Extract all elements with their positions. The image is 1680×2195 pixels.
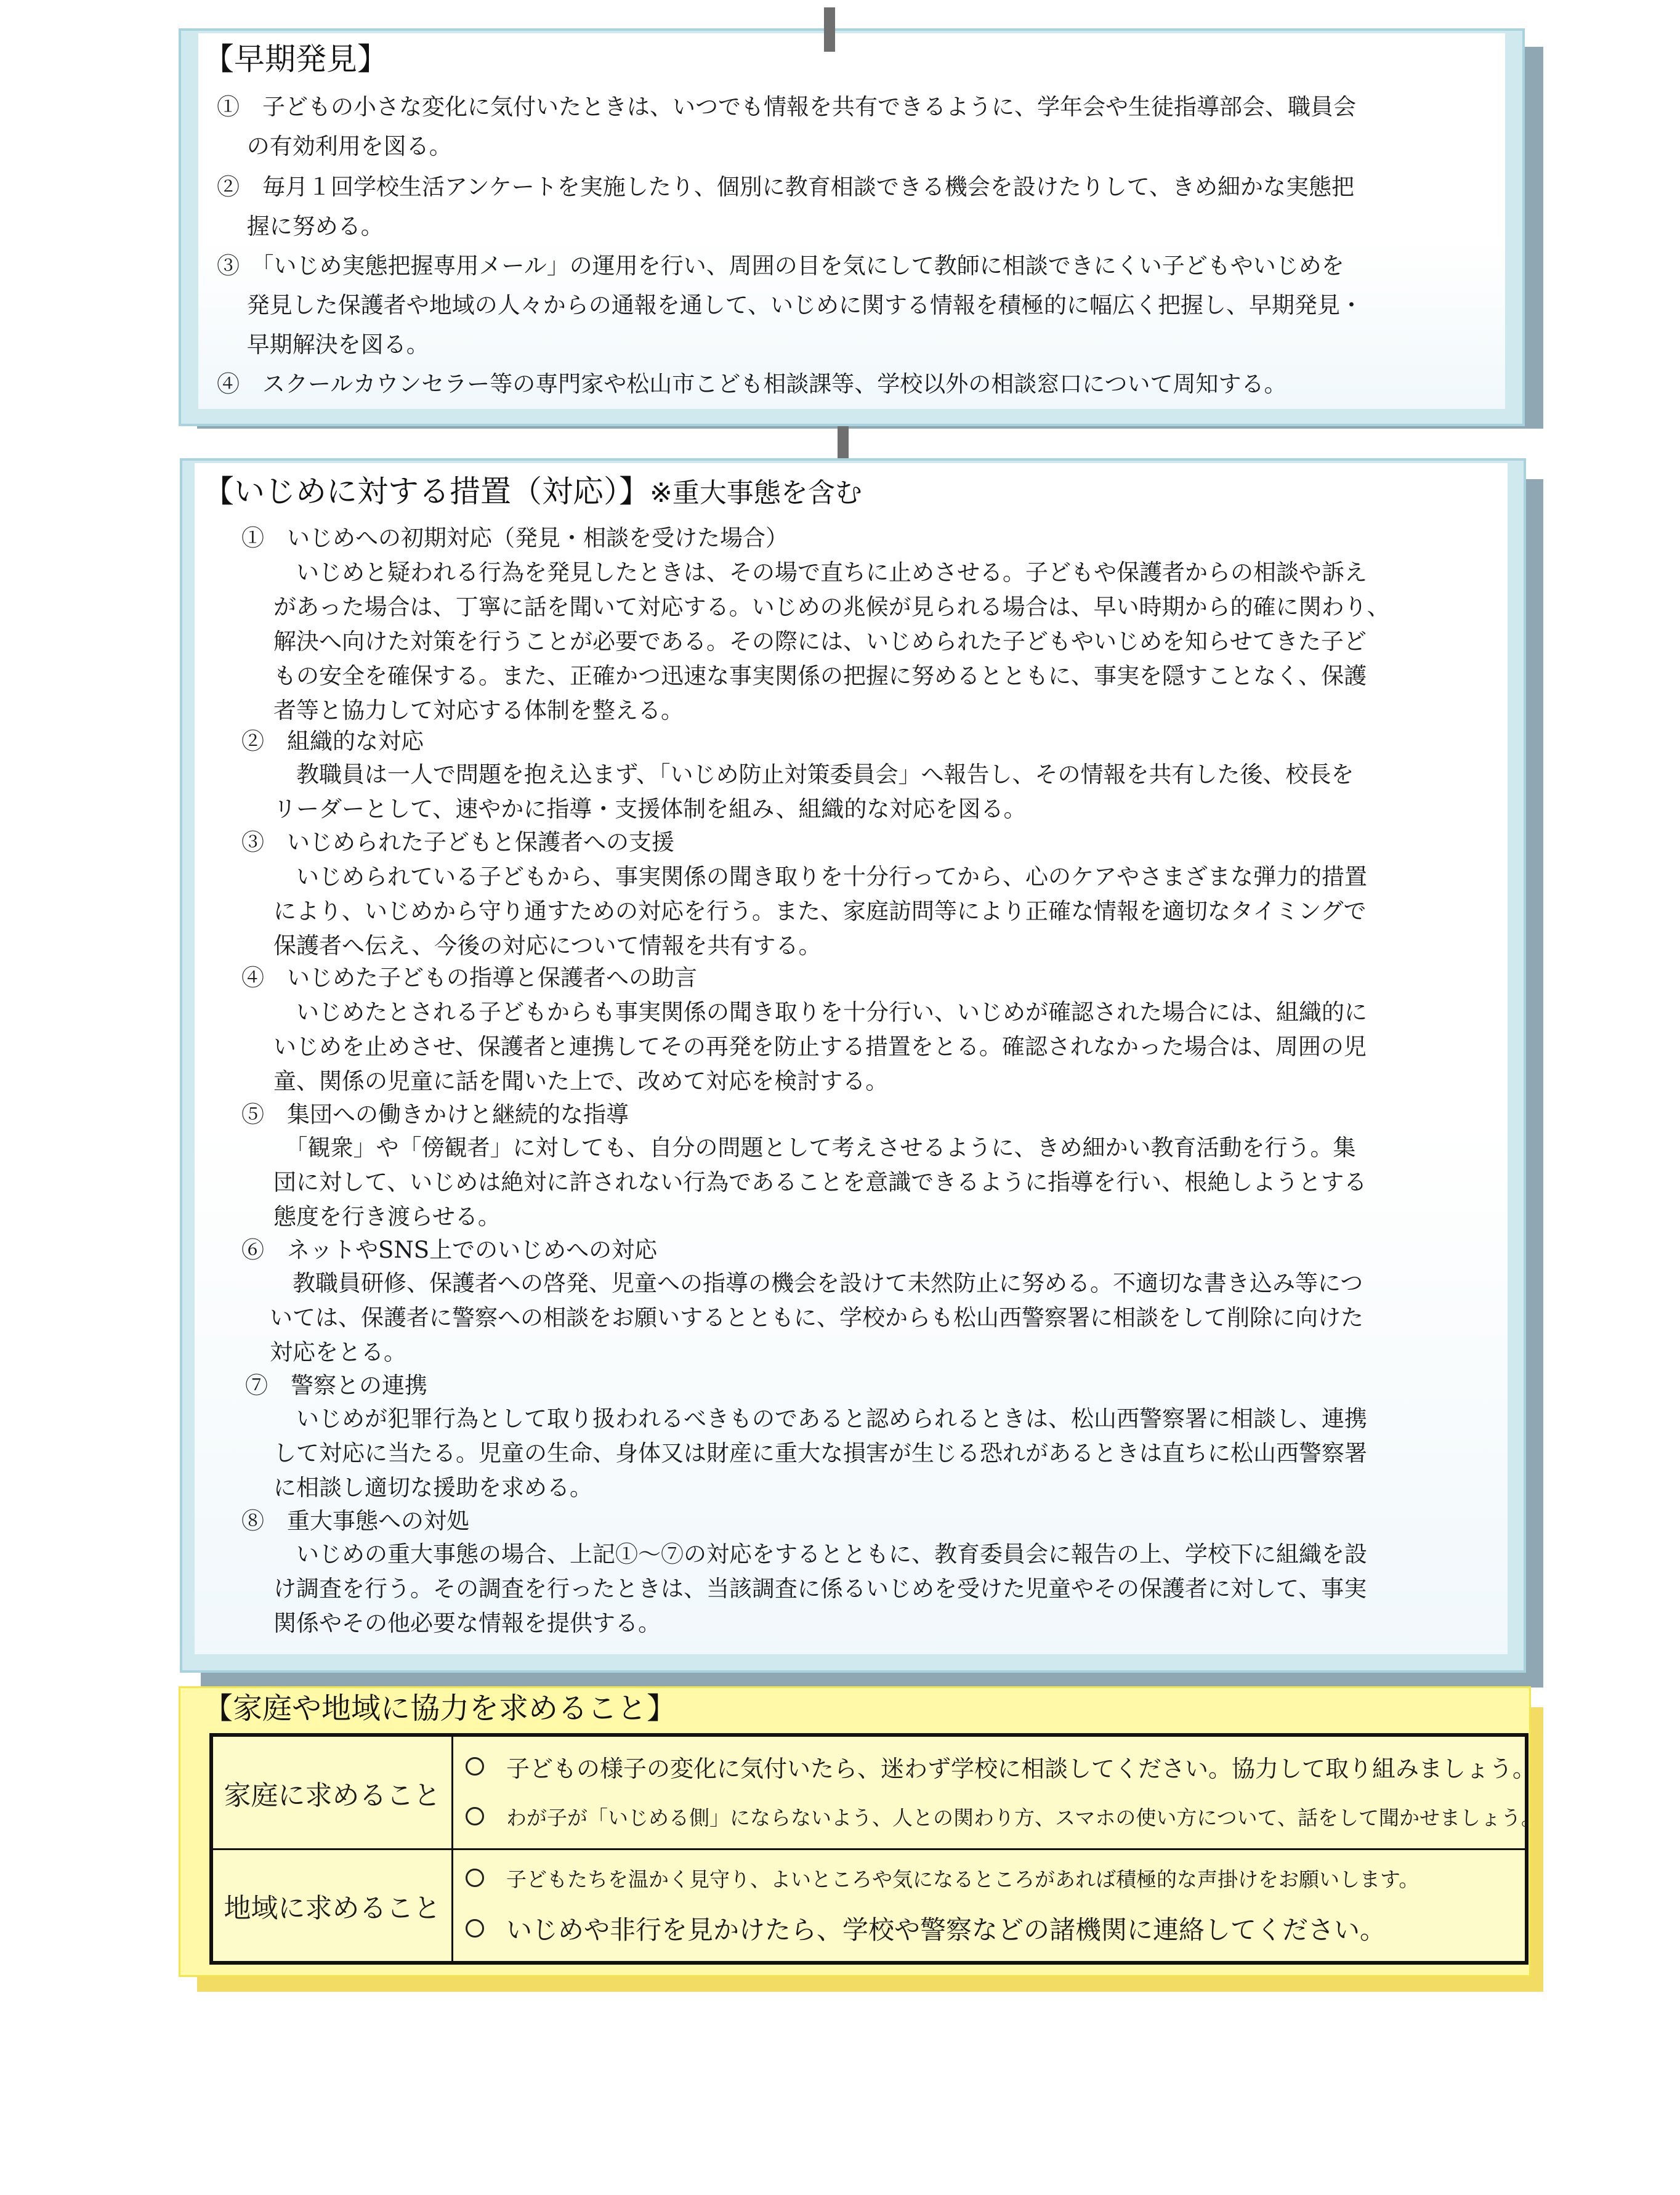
measures-item-5-body: 「観衆」や「傍観者」に対しても、自分の問題として考えさせるように、きめ細かい教育活動を行う。集 団に対して、いじめは絶対に許されない行為であることを意識できるように指導を行い、根絶しようとする 態度を行き渡らせる。 xyxy=(273,1134,1367,1230)
measures-heading xyxy=(203,473,862,512)
measures-heading-note: ※重大事態を含む xyxy=(650,477,862,509)
cooperation-heading: 【家庭や地域に協力を求めること】 xyxy=(203,1691,677,1726)
measures-item-3-body: いじめられている子どもから、事実関係の聞き取りを十分行ってから、心のケアやさまざまな弾力的措置 により、いじめから守り通すための対応を行う。また、家庭訪問等により正確な情報を適切なタイミングで 保護者へ伝え、今後の対応について情報を共有する。 xyxy=(273,863,1367,959)
early-detection-item-1: ① 子どもの小さな変化に気付いたときは、いつでも情報を共有できるように、学年会や生徒指導部会、職員会 の有効利用を図る。 xyxy=(217,94,1356,160)
measures-item-7-title: ⑦ 警察との連携 xyxy=(245,1372,427,1399)
early-detection-heading: 【早期発見】 xyxy=(203,41,388,77)
circle-bullet-icon xyxy=(466,1869,484,1887)
measures-item-3-title: ③ いじめられた子どもと保護者への支援 xyxy=(241,829,674,855)
cooperation-community-item-1-text: 子どもたちを温かく見守り、よいところや気になるところがあれば積極的な声掛けをお願いします。 xyxy=(506,1867,1420,1891)
top-connector-overlay xyxy=(824,7,835,52)
cooperation-row-community-label: 地域に求めること xyxy=(213,1850,453,1961)
cooperation-row-community xyxy=(213,1850,1525,1961)
measures-item-6-body: 教職員研修、保護者への啓発、児童への指導の機会を設けて未然防止に努める。不適切な書き込み等につ いては、保護者に警察への相談をお願いするとともに、学校からも松山西警察署に相談をして削除に向けた 対応をとる。 xyxy=(270,1270,1363,1365)
cooperation-home-item-1 xyxy=(453,1742,1537,1791)
cooperation-home-item-1-text: 子どもの様子の変化に気付いたら、迷わず学校に相談してください。協力して取り組みましょう。 xyxy=(506,1755,1537,1782)
early-detection-item-4: ④ スクールカウンセラー等の専門家や松山市こども相談課等、学校以外の相談窓口について周知する。 xyxy=(217,371,1287,397)
cooperation-community-item-2-text: いじめや非行を見かけたら、学校や警察などの諸機関に連絡してください。 xyxy=(506,1915,1386,1945)
early-detection-item-3: ③ 「いじめ実態把握専用メール」の運用を行い、周囲の目を気にして教師に相談できにくい子どもやいじめを 発見した保護者や地域の人々からの通報を通して、いじめに関する情報を積極的に幅広く把握し、早期発見・ 早期解決を図る。 xyxy=(217,253,1363,358)
middle-connector xyxy=(838,426,849,458)
measures-item-8-title: ⑧ 重大事態への対処 xyxy=(241,1508,469,1534)
cooperation-home-item-2 xyxy=(453,1791,1542,1841)
cooperation-home-item-2-text: わが子が「いじめる側」にならないよう、人との関わり方、スマホの使い方について、話をして聞かせましょう。 xyxy=(506,1805,1542,1830)
cooperation-community-item-1 xyxy=(453,1854,1525,1902)
measures-item-4-body: いじめたとされる子どもからも事実関係の聞き取りを十分行い、いじめが確認された場合には、組織的に いじめを止めさせ、保護者と連携してその再発を防止する措置をとる。確認されなかった場合は、周囲の児 童、関係の児童に話を聞いた上で、改めて対応を検討する。 xyxy=(273,999,1367,1094)
measures-item-4-title: ④ いじめた子どもの指導と保護者への助言 xyxy=(241,964,697,991)
early-detection-item-2: ② 毎月１回学校生活アンケートを実施したり、個別に教育相談できる機会を設けたりして、きめ細かな実態把 握に努める。 xyxy=(217,174,1355,240)
cooperation-row-home xyxy=(213,1737,1542,1850)
measures-item-1-title: ① いじめへの初期対応（発見・相談を受けた場合） xyxy=(241,525,788,551)
measures-item-2-title: ② 組織的な対応 xyxy=(241,728,424,754)
circle-bullet-icon xyxy=(466,1807,484,1825)
measures-heading-title: 【いじめに対する措置（対応）】 xyxy=(203,474,650,509)
measures-item-2-body: 教職員は一人で問題を抱え込まず、「いじめ防止対策委員会」へ報告し、その情報を共有した後、校長を リーダーとして、速やかに指導・支援体制を組み、組織的な対応を図る。 xyxy=(273,761,1354,822)
circle-bullet-icon xyxy=(466,1757,484,1776)
cooperation-row-home-label: 家庭に求めること xyxy=(213,1737,453,1848)
cooperation-table xyxy=(209,1733,1542,1965)
measures-item-7-body: いじめが犯罪行為として取り扱われるべきものであると認められるときは、松山西警察署に相談し、連携 して対応に当たる。児童の生命、身体又は財産に重大な損害が生じる恐れがあるときは直ちに松山西警察署 に相談し適切な援助を求める。 xyxy=(273,1405,1367,1501)
circle-bullet-icon xyxy=(466,1919,484,1938)
measures-item-5-title: ⑤ 集団への働きかけと継続的な指導 xyxy=(241,1101,629,1128)
measures-item-8-body: いじめの重大事態の場合、上記①～⑦の対応をするとともに、教育委員会に報告の上、学校下に組織を設 け調査を行う。その調査を行ったときは、当該調査に係るいじめを受けた児童やその保護者に対して、事実 関係やその他必要な情報を提供する。 xyxy=(273,1541,1367,1636)
cooperation-community-item-2 xyxy=(453,1902,1525,1955)
measures-item-6-title: ⑥ ネットやSNS上でのいじめへの対応 xyxy=(241,1237,658,1263)
measures-item-1-body: いじめと疑われる行為を発見したときは、その場で直ちに止めさせる。子どもや保護者からの相談や訴え があった場合は、丁寧に話を聞いて対応する。いじめの兆候が見られる場合は、早い時期から的確に関わり、 解決へ向けた対策を行うことが必要である。その際には、いじめられた子どもやいじめを知らせてきた子ど もの安全を確保する。また、正確かつ迅速な事実関係の把握に努めるとともに、事実を隠すことなく、保護 者等と協力して対応する体制を整える。 xyxy=(273,559,1390,724)
